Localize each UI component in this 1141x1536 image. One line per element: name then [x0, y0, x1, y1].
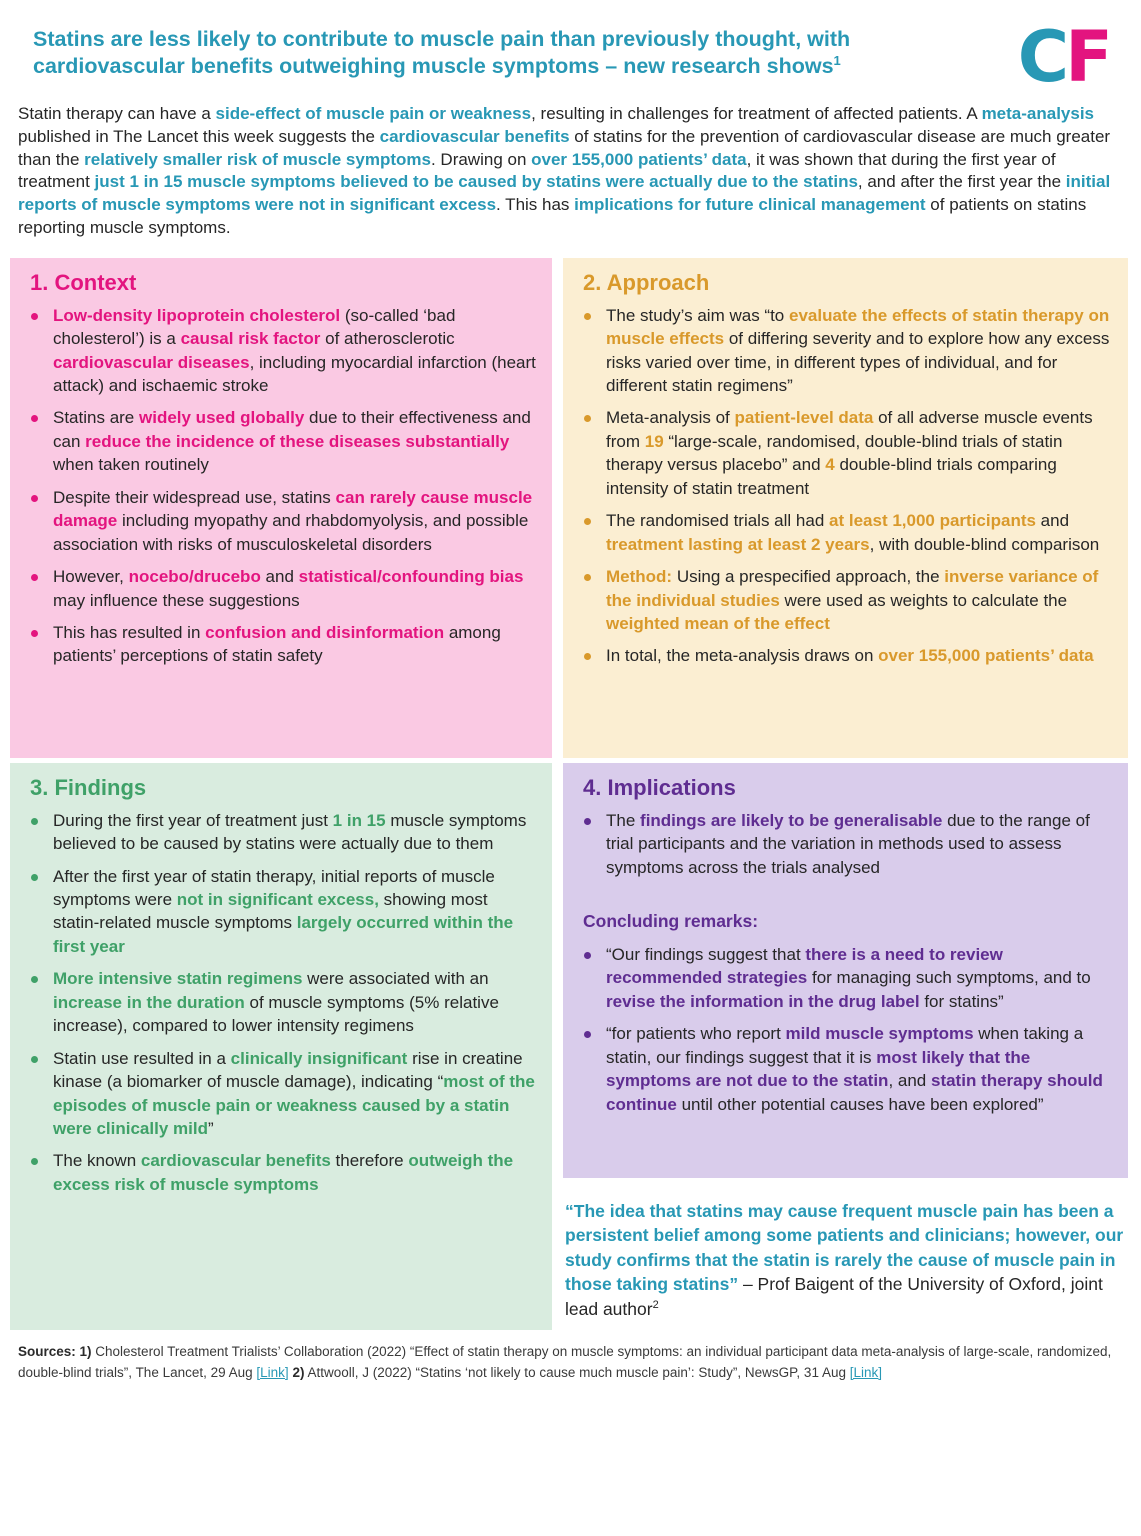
text-segment: for statins” — [919, 991, 1004, 1011]
text-segment: 19 — [644, 431, 664, 451]
text-segment: of statins for the prevention of cardiovascular disease are much greater than the — [18, 126, 1111, 169]
text-segment: Method: — [606, 567, 673, 587]
text-segment: double-blind trials comparing intensity of statin treatment — [606, 455, 1057, 498]
implications-bullet-list — [583, 809, 1114, 879]
findings-heading: 3. Findings — [30, 774, 147, 800]
bullet-text — [53, 304, 538, 398]
approach-section — [563, 258, 1128, 758]
bullet-dot-icon — [584, 415, 591, 422]
text-segment: of patients on statins reporting muscle symptoms. — [18, 195, 1087, 237]
text-segment: for managing such symptoms, and to — [807, 968, 1091, 988]
text-segment: largely occurred within the first year — [53, 913, 514, 956]
bullet-dot-icon — [584, 574, 591, 581]
text-segment: During the first year of treatment just — [53, 810, 333, 830]
text-segment: and — [1035, 511, 1070, 531]
text-segment: when taken routinely — [53, 455, 209, 475]
text-segment: , resulting in challenges for treatment of affected patients. A — [531, 104, 982, 123]
text-segment: Statins are less likely to contribute to muscle pain than previously thought, with cardiovascular benefits outweighing muscle symptoms – new research shows — [33, 27, 851, 78]
text-segment: evaluate the effects of statin therapy on muscle effects — [606, 305, 1110, 349]
bullet-text — [606, 509, 1114, 556]
bullet-item — [583, 509, 1114, 556]
text-segment: among patients’ perceptions of statin safety — [53, 623, 501, 666]
text-segment: increase in the duration — [53, 992, 245, 1012]
bullet-text — [53, 1149, 538, 1196]
intro-paragraph — [18, 103, 1123, 240]
bullet-text — [53, 486, 538, 556]
bullet-item — [583, 644, 1114, 667]
bullet-text — [53, 406, 538, 476]
text-segment: The randomised trials all had — [606, 511, 830, 531]
bullet-item — [583, 943, 1114, 1013]
text-segment: However, — [53, 567, 129, 587]
text-segment: The — [606, 810, 641, 830]
text-segment: cardiovascular diseases — [53, 352, 250, 372]
text-segment: most of the episodes of muscle pain or weakness caused by a statin were clinically mild — [53, 1072, 535, 1139]
text-segment: ” — [207, 1119, 214, 1139]
bullet-dot-icon — [31, 818, 38, 825]
text-segment: including myopathy and rhabdomyolysis, and possible association with risks of musculoskeletal disorders — [53, 511, 529, 554]
bullet-dot-icon — [31, 1158, 38, 1165]
text-segment: rise in creatine kinase (a biomarker of muscle damage), indicating “ — [53, 1048, 523, 1092]
context-section — [10, 258, 552, 758]
findings-section — [10, 763, 552, 1330]
bullet-text — [606, 304, 1114, 398]
text-segment: “for patients who report — [606, 1024, 786, 1044]
text-segment: Sources: 1) — [18, 1343, 92, 1359]
text-segment: relatively smaller risk of muscle symptoms — [84, 149, 431, 169]
text-segment: confusion and disinformation — [205, 623, 445, 643]
text-segment: . Drawing on — [430, 149, 532, 169]
bullet-item — [583, 304, 1114, 398]
bullet-item — [30, 1149, 538, 1196]
bullet-dot-icon — [584, 818, 591, 825]
text-segment: over 155,000 patients’ data — [531, 149, 747, 169]
bullet-item — [583, 406, 1114, 500]
text-segment: implications for future clinical management — [574, 195, 926, 215]
text-segment: Meta-analysis of — [606, 408, 735, 428]
text-segment: not in significant excess, — [176, 889, 379, 909]
text-segment: Despite their widespread use, statins — [53, 487, 336, 507]
text-segment: due to the range of trial participants and the variation in methods used to assess symptoms across the trials analysed — [606, 810, 1090, 877]
text-segment: showing most statin-related muscle symptoms — [53, 889, 488, 933]
text-segment: were associated with an — [302, 969, 489, 989]
bullet-text — [53, 967, 538, 1037]
text-segment: patient-level data — [734, 408, 874, 428]
text-segment: 2 — [652, 1298, 659, 1311]
context-bullet-list — [30, 304, 538, 668]
text-segment: when taking a statin, our findings suggest that it is — [606, 1024, 1084, 1067]
text-segment: muscle symptoms believed to be caused by statins were actually due to them — [53, 810, 527, 854]
text-segment: just 1 in 15 muscle symptoms believed to be caused by statins were actually due to the statins — [94, 172, 858, 192]
bullet-dot-icon — [31, 415, 38, 422]
bullet-dot-icon — [31, 574, 38, 581]
text-segment: may influence these suggestions — [53, 590, 300, 610]
logo-letter-f: F — [1065, 16, 1109, 98]
text-segment: The study’s aim was “to — [606, 305, 789, 325]
text-segment: Using a prespecified approach, the — [672, 567, 945, 587]
bullet-text — [606, 406, 1114, 500]
bullet-dot-icon — [584, 653, 591, 660]
text-segment: “Our findings suggest that — [606, 944, 806, 964]
bullet-dot-icon — [31, 630, 38, 637]
text-segment: – Prof Baigent of the University of Oxford, joint lead author — [565, 1274, 1103, 1319]
text-segment: outweigh the excess risk of muscle symptoms — [53, 1151, 514, 1194]
bullet-dot-icon — [584, 952, 591, 959]
text-segment: . This has — [496, 195, 575, 215]
source-link[interactable]: [Link] — [256, 1364, 289, 1380]
bullet-text — [53, 865, 538, 959]
source-link[interactable]: [Link] — [849, 1364, 883, 1380]
text-segment: at least 1,000 participants — [829, 511, 1036, 531]
text-segment: findings are likely to be generalisable — [640, 810, 943, 830]
text-segment: mild muscle symptoms — [785, 1024, 974, 1044]
text-segment: revise the information in the drug label — [606, 991, 920, 1011]
text-segment: published in The Lancet this week suggests the — [18, 126, 380, 146]
text-segment: initial reports of muscle symptoms were not in significant excess — [18, 172, 1111, 215]
bullet-dot-icon — [584, 518, 591, 525]
text-segment: The known — [53, 1151, 141, 1171]
page-title — [33, 26, 968, 79]
text-segment: This has resulted in — [53, 623, 206, 643]
sources-note — [18, 1342, 1121, 1384]
text-segment: Statin use resulted in a — [53, 1048, 231, 1068]
text-segment: Attwooll, J (2022) “Statins ‘not likely to cause much muscle pain’: Study”, NewsGP, 31 Aug — [304, 1364, 850, 1380]
text-segment: “large-scale, randomised, double-blind trials of statin therapy versus placebo” and — [606, 431, 1063, 475]
bullet-item — [583, 809, 1114, 879]
concluding-remarks-label: Concluding remarks: — [583, 910, 759, 931]
text-segment: of all adverse muscle events from — [606, 408, 1093, 451]
text-segment: and — [260, 567, 299, 587]
approach-heading: 2. Approach — [583, 269, 710, 295]
text-segment: “The idea that statins may cause frequent muscle pain has been a persistent belief among some patients and clinicians; however, our study confirms that the statin is rarely the cause of muscle pain in those taking statins” — [565, 1200, 1124, 1295]
bullet-item — [30, 865, 538, 959]
text-segment: can rarely cause muscle damage — [53, 487, 533, 531]
text-segment: , including myocardial infarction (heart attack) and ischaemic stroke — [53, 352, 536, 395]
left-column — [10, 258, 552, 1330]
text-segment: 2) — [292, 1364, 305, 1380]
text-segment: statin therapy should continue — [606, 1071, 1103, 1114]
bullet-text — [53, 621, 538, 668]
bullet-text — [606, 565, 1114, 635]
text-segment: statistical/confounding bias — [298, 567, 524, 587]
bullet-dot-icon — [31, 1056, 38, 1063]
text-segment: , and after the first year the — [857, 172, 1066, 192]
context-heading: 1. Context — [30, 269, 137, 295]
logo-letter-c: C — [1017, 16, 1066, 98]
text-segment: over 155,000 patients’ data — [878, 646, 1094, 666]
text-segment: 1 — [833, 52, 841, 68]
text-segment: of atherosclerotic — [320, 329, 455, 349]
text-segment: treatment lasting at least 2 years — [606, 534, 870, 554]
text-segment: there is a need to review recommended strategies — [606, 944, 1003, 988]
text-segment: 1 in 15 — [332, 810, 386, 830]
bullet-dot-icon — [31, 976, 38, 983]
expert-quote — [563, 1199, 1128, 1322]
bullet-item — [30, 809, 538, 856]
text-segment: widely used globally — [139, 408, 305, 428]
text-segment: nocebo/drucebo — [128, 567, 261, 587]
text-segment: reduce the incidence of these diseases substantially — [85, 431, 510, 451]
bullet-text — [606, 1022, 1114, 1116]
text-segment: were used as weights to calculate the — [779, 590, 1068, 610]
bullet-item — [30, 967, 538, 1037]
text-segment: , and — [888, 1071, 931, 1091]
page-header — [0, 0, 1141, 98]
bullet-item — [30, 406, 538, 476]
bullet-dot-icon — [31, 313, 38, 320]
text-segment: weighted mean of the effect — [606, 614, 830, 634]
text-segment: Low-density lipoprotein cholesterol — [53, 305, 341, 325]
bullet-item — [30, 565, 538, 612]
text-segment: 4 — [825, 455, 835, 475]
bullet-dot-icon — [584, 1031, 591, 1038]
bullet-item — [30, 1047, 538, 1141]
text-segment: Cholesterol Treatment Trialists’ Collaboration (2022) “Effect of statin therapy on muscle symptoms: an individual participant data meta-analysis of large-scale, randomized, double-blind trials”, The Lancet, 29 Aug — [18, 1343, 1112, 1380]
bullet-item — [30, 486, 538, 556]
text-segment: (so-called ‘bad cholesterol’) is a — [53, 305, 456, 349]
text-segment: inverse variance of the individual studies — [606, 567, 1099, 610]
bullet-text — [606, 644, 1114, 667]
text-segment: therefore — [330, 1151, 409, 1171]
text-segment: until other potential causes have been explored” — [676, 1094, 1044, 1114]
bullet-text — [606, 943, 1114, 1013]
text-segment: clinically insignificant — [230, 1048, 408, 1068]
text-segment: of differing severity and to explore how any excess risks varied over time, in different types of individual, and for different statin regimens” — [606, 329, 1110, 395]
text-segment: most likely that the symptoms are not due to the statin — [606, 1047, 1031, 1091]
text-segment: side-effect of muscle pain or weakness — [215, 104, 532, 123]
findings-bullet-list — [30, 809, 538, 1197]
text-segment: meta-analysis — [981, 104, 1095, 123]
right-column — [563, 258, 1128, 1330]
text-segment: causal risk factor — [180, 329, 321, 349]
bullet-dot-icon — [31, 495, 38, 502]
text-segment: In total, the meta-analysis draws on — [606, 646, 879, 666]
implications-heading: 4. Implications — [583, 774, 736, 800]
concluding-bullet-list — [583, 943, 1114, 1116]
bullet-dot-icon — [584, 313, 591, 320]
text-segment: , with double-blind comparison — [869, 534, 1100, 554]
text-segment: Statins are — [53, 408, 139, 428]
text-segment: After the first year of statin therapy, initial reports of muscle symptoms were — [53, 866, 495, 909]
text-segment: More intensive statin regimens — [53, 969, 303, 989]
bullet-dot-icon — [31, 874, 38, 881]
text-segment: cardiovascular benefits — [140, 1151, 331, 1171]
text-segment: of muscle symptoms (5% relative increase), compared to lower intensity regimens — [53, 992, 499, 1036]
quadrant-grid — [10, 258, 1128, 1330]
approach-bullet-list — [583, 304, 1114, 668]
bullet-text — [53, 809, 538, 856]
bullet-text — [53, 1047, 538, 1141]
text-segment: due to their effectiveness and can — [53, 408, 531, 451]
bullet-item — [583, 565, 1114, 635]
bullet-text — [606, 809, 1114, 879]
bullet-item — [583, 1022, 1114, 1116]
text-segment: cardiovascular benefits — [379, 126, 570, 146]
cf-logo — [1017, 16, 1109, 98]
text-segment: Statin therapy can have a — [18, 104, 216, 123]
bullet-item — [30, 621, 538, 668]
bullet-item — [30, 304, 538, 398]
implications-section — [563, 763, 1128, 1178]
text-segment: , it was shown that during the first year of treatment — [18, 149, 1056, 192]
bullet-text — [53, 565, 538, 612]
